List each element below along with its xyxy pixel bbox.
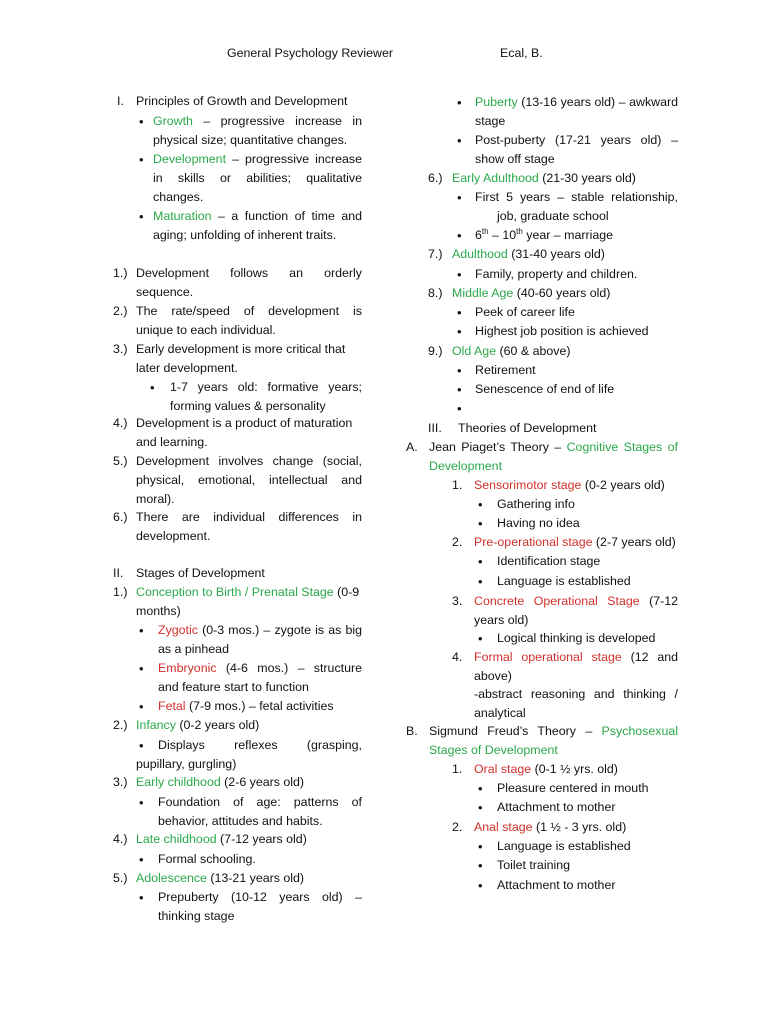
stage-old-age: Old Age (60 & above) bbox=[452, 344, 571, 358]
late-childhood-line-1: Formal schooling. bbox=[158, 852, 256, 866]
embryonic-line-2: and feature start to function bbox=[158, 680, 309, 694]
term-infancy: Infancy bbox=[136, 718, 176, 732]
fetal-line-1: Fetal (7-9 mos.) – fetal activities bbox=[158, 699, 334, 713]
list-item: Language is established bbox=[497, 574, 631, 588]
principle-3-line-1: Early development is more critical that bbox=[136, 342, 346, 356]
term-middle-age: Middle Age bbox=[452, 286, 514, 300]
list-number: 6.) bbox=[428, 171, 443, 185]
document-title: General Psychology Reviewer bbox=[227, 46, 393, 60]
term-prenatal: Conception to Birth / Prenatal Stage bbox=[136, 585, 334, 599]
stage-prenatal-line-1: Conception to Birth / Prenatal Stage (0-9 bbox=[136, 585, 360, 599]
list-item: Language is established bbox=[497, 839, 631, 853]
bullet-icon: • bbox=[139, 738, 144, 753]
list-item: Identification stage bbox=[497, 554, 601, 568]
piaget-stage-1: Sensorimotor stage (0-2 years old) bbox=[474, 478, 665, 492]
list-item: Having no idea bbox=[497, 516, 580, 530]
term-late-childhood: Late childhood bbox=[136, 832, 217, 846]
list-number: 2. bbox=[452, 535, 463, 549]
term-sensorimotor: Sensorimotor stage bbox=[474, 478, 582, 492]
list-number: 3. bbox=[452, 594, 463, 608]
growth-line-1: Growth – progressive increase in bbox=[153, 114, 362, 128]
bullet-icon: • bbox=[139, 699, 144, 714]
stage-infancy: Infancy (0-2 years old) bbox=[136, 718, 260, 732]
section-3-number: III. bbox=[428, 421, 442, 435]
list-item: Logical thinking is developed bbox=[497, 631, 656, 645]
term-anal-stage: Anal stage bbox=[474, 820, 533, 834]
early-adulthood-line-1: First 5 years – stable relationship, bbox=[475, 190, 678, 204]
term-zygotic: Zygotic bbox=[158, 623, 198, 637]
post-puberty-line-1: Post-puberty (17-21 years old) – bbox=[475, 133, 678, 147]
bullet-icon: • bbox=[478, 839, 483, 854]
theory-a-line-2: Development bbox=[429, 459, 503, 473]
list-number: 1.) bbox=[113, 266, 128, 280]
zygotic-line-2: as a pinhead bbox=[158, 642, 229, 656]
early-childhood-line-2: behavior, attitudes and habits. bbox=[158, 814, 323, 828]
bullet-icon: • bbox=[457, 133, 462, 148]
early-adulthood-line-2: job, graduate school bbox=[497, 209, 609, 223]
bullet-icon: • bbox=[457, 190, 462, 205]
infancy-line-2: pupillary, gurgling) bbox=[136, 757, 237, 771]
bullet-icon: • bbox=[457, 382, 462, 397]
principle-5-line-2: physical, emotional, intellectual and bbox=[136, 473, 362, 487]
theory-b-line-1: Sigmund Freud’s Theory – Psychosexual bbox=[429, 724, 678, 738]
term-adolescence: Adolescence bbox=[136, 871, 207, 885]
bullet-icon: • bbox=[457, 228, 462, 243]
stage-adolescence: Adolescence (13-21 years old) bbox=[136, 871, 305, 885]
bullet-icon: • bbox=[478, 574, 483, 589]
piaget-stage-4-line-4: analytical bbox=[474, 706, 526, 720]
section-2-number: II. bbox=[113, 566, 124, 580]
bullet-icon: • bbox=[478, 554, 483, 569]
term-puberty: Puberty bbox=[475, 95, 518, 109]
prepuberty-line-2: thinking stage bbox=[158, 909, 235, 923]
stage-late-childhood: Late childhood (7-12 years old) bbox=[136, 832, 307, 846]
term-old-age: Old Age bbox=[452, 344, 497, 358]
maturation-line-1: Maturation – a function of time and bbox=[153, 209, 362, 223]
piaget-stage-3-line-1: Concrete Operational Stage (7-12 bbox=[474, 594, 678, 608]
bullet-icon: • bbox=[457, 324, 462, 339]
term-early-adulthood: Early Adulthood bbox=[452, 171, 539, 185]
bullet-icon: • bbox=[457, 267, 462, 282]
prepuberty-line-1: Prepuberty (10-12 years old) – bbox=[158, 890, 362, 904]
piaget-stage-3-line-2: years old) bbox=[474, 613, 529, 627]
middle-age-line-2: Highest job position is achieved bbox=[475, 324, 649, 338]
list-number: 4. bbox=[452, 650, 463, 664]
term-growth: Growth bbox=[153, 114, 193, 128]
principle-6-line-1: There are individual differences in bbox=[136, 510, 362, 524]
term-oral-stage: Oral stage bbox=[474, 762, 532, 776]
list-number: 1. bbox=[452, 762, 463, 776]
bullet-icon: • bbox=[457, 363, 462, 378]
stage-adulthood: Adulthood (31-40 years old) bbox=[452, 247, 605, 261]
bullet-icon: • bbox=[139, 852, 144, 867]
term-formal-operational: Formal operational stage bbox=[474, 650, 622, 664]
bullet-icon: • bbox=[139, 152, 144, 167]
principle-3-line-2: later development. bbox=[136, 361, 238, 375]
term-pre-operational: Pre-operational stage bbox=[474, 535, 593, 549]
stage-early-childhood: Early childhood (2-6 years old) bbox=[136, 775, 305, 789]
piaget-stage-4-line-2: above) bbox=[474, 669, 512, 683]
maturation-line-2: aging; unfolding of inherent traits. bbox=[153, 228, 337, 242]
bullet-icon: • bbox=[478, 781, 483, 796]
section-2-title: Stages of Development bbox=[136, 566, 265, 580]
document-author: Ecal, B. bbox=[500, 46, 543, 60]
bullet-icon: • bbox=[478, 631, 483, 646]
bullet-icon: • bbox=[478, 497, 483, 512]
old-age-line-1: Retirement bbox=[475, 363, 536, 377]
bullet-icon: • bbox=[139, 795, 144, 810]
term-development: Development bbox=[153, 152, 227, 166]
section-1-number: I. bbox=[117, 94, 124, 108]
stage-prenatal-line-2: months) bbox=[136, 604, 181, 618]
theory-b-line-2: Stages of Development bbox=[429, 743, 558, 757]
principle-6-line-2: development. bbox=[136, 529, 211, 543]
adulthood-line-1: Family, property and children. bbox=[475, 267, 638, 281]
bullet-icon: • bbox=[457, 95, 462, 110]
list-number: 2. bbox=[452, 820, 463, 834]
piaget-stage-2: Pre-operational stage (2-7 years old) bbox=[474, 535, 676, 549]
principle-3-sub-line-2: forming values & personality bbox=[170, 399, 326, 413]
term-adulthood: Adulthood bbox=[452, 247, 508, 261]
list-number: 7.) bbox=[428, 247, 443, 261]
stage-middle-age: Middle Age (40-60 years old) bbox=[452, 286, 611, 300]
list-item: Gathering info bbox=[497, 497, 575, 511]
bullet-icon: • bbox=[478, 800, 483, 815]
list-number: 3.) bbox=[113, 342, 128, 356]
list-number: 3.) bbox=[113, 775, 128, 789]
principle-1-line-1: Development follows an orderly bbox=[136, 266, 362, 280]
section-1-title: Principles of Growth and Development bbox=[136, 94, 348, 108]
growth-line-2: physical size; quantitative changes. bbox=[153, 133, 348, 147]
post-puberty-line-2: show off stage bbox=[475, 152, 555, 166]
term-concrete-operational: Concrete Operational Stage bbox=[474, 594, 640, 608]
list-number: 5.) bbox=[113, 871, 128, 885]
term-early-childhood: Early childhood bbox=[136, 775, 221, 789]
term-fetal: Fetal bbox=[158, 699, 186, 713]
puberty-line-1: Puberty (13-16 years old) – awkward bbox=[475, 95, 678, 109]
term-cognitive-stages: Cognitive Stages of bbox=[566, 440, 678, 454]
early-childhood-line-1: Foundation of age: patterns of bbox=[158, 795, 362, 809]
principle-4-line-1: Development is a product of maturation bbox=[136, 416, 353, 430]
principle-3-sub-line-1: 1-7 years old: formative years; bbox=[170, 380, 362, 394]
list-item: Attachment to mother bbox=[497, 800, 616, 814]
principle-2-line-1: The rate/speed of development is bbox=[136, 304, 362, 318]
stage-early-adulthood: Early Adulthood (21-30 years old) bbox=[452, 171, 636, 185]
freud-stage-2: Anal stage (1 ½ - 3 yrs. old) bbox=[474, 820, 627, 834]
list-number: 2.) bbox=[113, 304, 128, 318]
list-number: 4.) bbox=[113, 416, 128, 430]
puberty-line-2: stage bbox=[475, 114, 506, 128]
freud-stage-1: Oral stage (0-1 ½ yrs. old) bbox=[474, 762, 618, 776]
principle-5-line-3: moral). bbox=[136, 492, 175, 506]
bullet-icon: • bbox=[457, 401, 462, 416]
bullet-icon: • bbox=[139, 114, 144, 129]
principle-5-line-1: Development involves change (social, bbox=[136, 454, 362, 468]
list-number: 6.) bbox=[113, 510, 128, 524]
list-number: 8.) bbox=[428, 286, 443, 300]
bullet-icon: • bbox=[478, 878, 483, 893]
bullet-icon: • bbox=[478, 858, 483, 873]
list-number: 1. bbox=[452, 478, 463, 492]
list-item: Pleasure centered in mouth bbox=[497, 781, 649, 795]
bullet-icon: • bbox=[139, 623, 144, 638]
list-item: Toilet training bbox=[497, 858, 571, 872]
development-line-3: changes. bbox=[153, 190, 204, 204]
term-embryonic: Embryonic bbox=[158, 661, 217, 675]
bullet-icon: • bbox=[457, 305, 462, 320]
middle-age-line-1: Peek of career life bbox=[475, 305, 575, 319]
section-3-title: Theories of Development bbox=[458, 421, 597, 435]
bullet-icon: • bbox=[478, 516, 483, 531]
principle-1-line-2: sequence. bbox=[136, 285, 194, 299]
term-psychosexual: Psychosexual bbox=[601, 724, 678, 738]
bullet-icon: • bbox=[139, 890, 144, 905]
theory-a-letter: A. bbox=[406, 440, 418, 454]
principle-4-line-2: and learning. bbox=[136, 435, 208, 449]
list-item: Attachment to mother bbox=[497, 878, 616, 892]
development-line-2: in skills or abilities; qualitative bbox=[153, 171, 362, 185]
infancy-line-1: Displays reflexes (grasping, bbox=[158, 738, 362, 752]
theory-b-letter: B. bbox=[406, 724, 418, 738]
list-number: 4.) bbox=[113, 832, 128, 846]
embryonic-line-1: Embryonic (4-6 mos.) – structure bbox=[158, 661, 362, 675]
piaget-stage-4-line-1: Formal operational stage (12 and bbox=[474, 650, 678, 664]
theory-a-line-1: Jean Piaget’s Theory – Cognitive Stages of bbox=[429, 440, 678, 454]
early-adulthood-line-3: 6th – 10th year – marriage bbox=[475, 226, 614, 242]
old-age-line-2: Senescence of end of life bbox=[475, 382, 615, 396]
bullet-icon: • bbox=[139, 661, 144, 676]
principle-2-line-2: unique to each individual. bbox=[136, 323, 276, 337]
bullet-icon: • bbox=[139, 209, 144, 224]
list-number: 1.) bbox=[113, 585, 128, 599]
list-number: 9.) bbox=[428, 344, 443, 358]
term-maturation: Maturation bbox=[153, 209, 212, 223]
zygotic-line-1: Zygotic (0-3 mos.) – zygote is as big bbox=[158, 623, 362, 637]
list-number: 2.) bbox=[113, 718, 128, 732]
list-number: 5.) bbox=[113, 454, 128, 468]
bullet-icon: • bbox=[150, 380, 155, 395]
development-line-1: Development – progressive increase bbox=[153, 152, 362, 166]
piaget-stage-4-line-3: -abstract reasoning and thinking / bbox=[474, 687, 678, 701]
